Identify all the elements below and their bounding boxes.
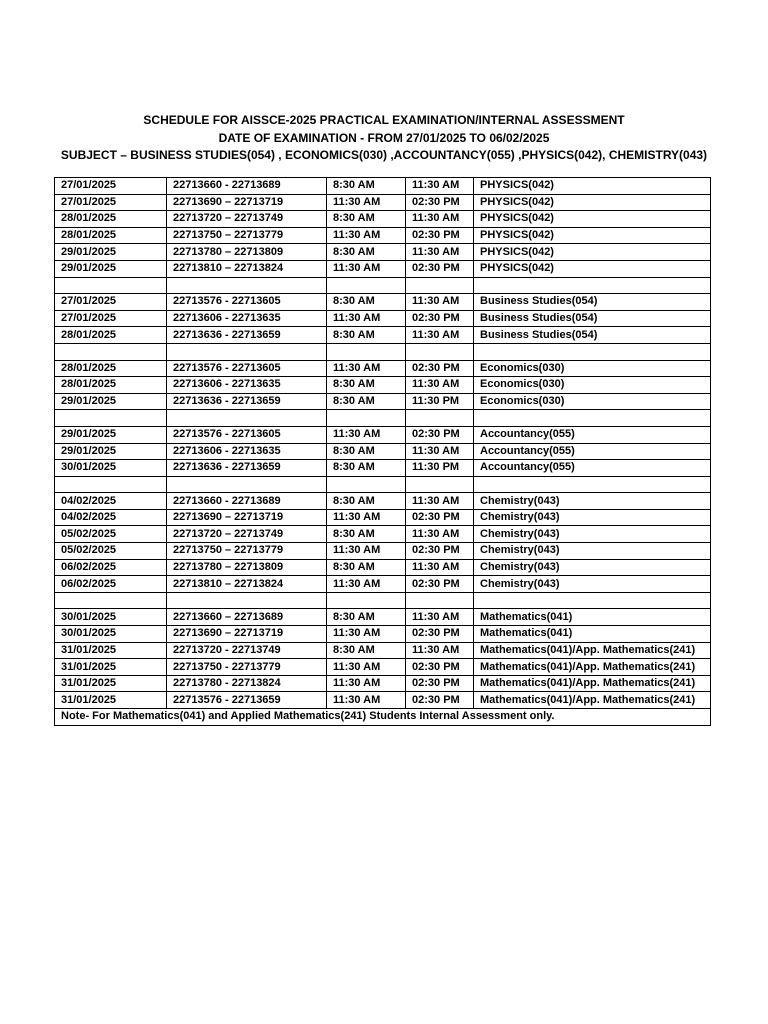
start-time-cell: 11:30 AM <box>327 692 406 709</box>
subject-cell: PHYSICS(042) <box>474 194 711 211</box>
schedule-row <box>55 493 711 510</box>
schedule-title: SCHEDULE FOR AISSCE-2025 PRACTICAL EXAMINATION/INTERNAL ASSESSMENT <box>143 113 625 127</box>
roll-range-cell: 22713780 - 22713824 <box>167 675 327 692</box>
subject-cell <box>474 277 711 294</box>
subject-cell: Mathematics(041)/App. Mathematics(241) <box>474 642 711 659</box>
end-time-cell: 11:30 AM <box>406 294 474 311</box>
schedule-row <box>55 576 711 593</box>
roll-range-cell: 22713750 – 22713779 <box>167 543 327 560</box>
roll-range-cell <box>167 277 327 294</box>
schedule-row <box>55 327 711 344</box>
start-time-cell: 11:30 AM <box>327 543 406 560</box>
schedule-table <box>54 177 711 726</box>
exam-date-cell: 29/01/2025 <box>55 393 167 410</box>
roll-range-cell: 22713720 – 22713749 <box>167 211 327 228</box>
roll-range-cell <box>167 343 327 360</box>
schedule-row <box>55 642 711 659</box>
exam-date-cell: 29/01/2025 <box>55 244 167 261</box>
roll-range-cell: 22713576 - 22713659 <box>167 692 327 709</box>
exam-date-cell: 30/01/2025 <box>55 460 167 477</box>
exam-date-cell <box>55 410 167 427</box>
subject-cell: Mathematics(041)/App. Mathematics(241) <box>474 692 711 709</box>
end-time-cell: 11:30 AM <box>406 642 474 659</box>
exam-date-cell: 28/01/2025 <box>55 211 167 228</box>
schedule-row <box>55 626 711 643</box>
end-time-cell: 02:30 PM <box>406 426 474 443</box>
schedule-row <box>55 260 711 277</box>
start-time-cell: 8:30 AM <box>327 327 406 344</box>
exam-date-cell: 29/01/2025 <box>55 260 167 277</box>
schedule-row <box>55 526 711 543</box>
subject-cell: Chemistry(043) <box>474 559 711 576</box>
exam-date-cell <box>55 343 167 360</box>
roll-range-cell: 22713636 - 22713659 <box>167 393 327 410</box>
start-time-cell: 8:30 AM <box>327 178 406 195</box>
start-time-cell: 11:30 AM <box>327 360 406 377</box>
subject-cell: Chemistry(043) <box>474 509 711 526</box>
spacer-row <box>55 343 711 360</box>
end-time-cell: 11:30 AM <box>406 443 474 460</box>
end-time-cell: 02:30 PM <box>406 692 474 709</box>
schedule-row <box>55 543 711 560</box>
subject-cell: Economics(030) <box>474 360 711 377</box>
end-time-cell: 02:30 PM <box>406 360 474 377</box>
start-time-cell: 11:30 AM <box>327 509 406 526</box>
subject-cell: Accountancy(055) <box>474 426 711 443</box>
roll-range-cell: 22713810 – 22713824 <box>167 576 327 593</box>
end-time-cell: 02:30 PM <box>406 509 474 526</box>
start-time-cell: 8:30 AM <box>327 377 406 394</box>
schedule-row <box>55 509 711 526</box>
schedule-row <box>55 194 711 211</box>
end-time-cell <box>406 343 474 360</box>
schedule-row <box>55 559 711 576</box>
subject-cell: Business Studies(054) <box>474 294 711 311</box>
start-time-cell: 11:30 AM <box>327 659 406 676</box>
exam-date-cell: 27/01/2025 <box>55 294 167 311</box>
roll-range-cell: 22713720 – 22713749 <box>167 526 327 543</box>
start-time-cell: 8:30 AM <box>327 609 406 626</box>
start-time-cell: 8:30 AM <box>327 526 406 543</box>
end-time-cell: 02:30 PM <box>406 659 474 676</box>
subject-cell: Mathematics(041)/App. Mathematics(241) <box>474 659 711 676</box>
roll-range-cell: 22713780 – 22713809 <box>167 244 327 261</box>
exam-date-cell: 06/02/2025 <box>55 559 167 576</box>
end-time-cell: 02:30 PM <box>406 194 474 211</box>
start-time-cell <box>327 476 406 493</box>
exam-date-cell: 28/01/2025 <box>55 377 167 394</box>
start-time-cell: 8:30 AM <box>327 642 406 659</box>
subject-cell: Economics(030) <box>474 393 711 410</box>
exam-date-cell: 04/02/2025 <box>55 493 167 510</box>
exam-date-cell: 31/01/2025 <box>55 692 167 709</box>
exam-date-cell: 31/01/2025 <box>55 675 167 692</box>
exam-date-cell: 05/02/2025 <box>55 543 167 560</box>
end-time-cell: 11:30 PM <box>406 460 474 477</box>
start-time-cell <box>327 592 406 609</box>
exam-date-cell <box>55 277 167 294</box>
exam-date-cell: 27/01/2025 <box>55 178 167 195</box>
exam-date-cell: 04/02/2025 <box>55 509 167 526</box>
end-time-cell: 02:30 PM <box>406 675 474 692</box>
roll-range-cell <box>167 410 327 427</box>
end-time-cell: 02:30 PM <box>406 310 474 327</box>
schedule-row <box>55 659 711 676</box>
end-time-cell: 11:30 PM <box>406 393 474 410</box>
roll-range-cell <box>167 592 327 609</box>
schedule-row <box>55 393 711 410</box>
roll-range-cell: 22713780 – 22713809 <box>167 559 327 576</box>
spacer-row <box>55 592 711 609</box>
start-time-cell: 8:30 AM <box>327 460 406 477</box>
schedule-row <box>55 426 711 443</box>
exam-date-cell: 27/01/2025 <box>55 194 167 211</box>
roll-range-cell: 22713750 – 22713779 <box>167 227 327 244</box>
start-time-cell <box>327 410 406 427</box>
exam-date-cell: 30/01/2025 <box>55 626 167 643</box>
roll-range-cell: 22713576 - 22713605 <box>167 360 327 377</box>
end-time-cell: 11:30 AM <box>406 609 474 626</box>
note-row <box>55 709 711 726</box>
exam-date-cell <box>55 592 167 609</box>
subject-cell: Accountancy(055) <box>474 460 711 477</box>
roll-range-cell <box>167 476 327 493</box>
end-time-cell: 02:30 PM <box>406 543 474 560</box>
roll-range-cell: 22713810 – 22713824 <box>167 260 327 277</box>
start-time-cell: 8:30 AM <box>327 559 406 576</box>
start-time-cell: 11:30 AM <box>327 675 406 692</box>
subject-cell: PHYSICS(042) <box>474 260 711 277</box>
end-time-cell: 02:30 PM <box>406 227 474 244</box>
subject-cell: Mathematics(041)/App. Mathematics(241) <box>474 675 711 692</box>
subject-cell: Economics(030) <box>474 377 711 394</box>
subject-cell: PHYSICS(042) <box>474 227 711 244</box>
end-time-cell: 11:30 AM <box>406 178 474 195</box>
roll-range-cell: 22713606 - 22713635 <box>167 443 327 460</box>
exam-date-cell: 28/01/2025 <box>55 227 167 244</box>
roll-range-cell: 22713720 - 22713749 <box>167 642 327 659</box>
roll-range-cell: 22713576 - 22713605 <box>167 294 327 311</box>
roll-range-cell: 22713690 – 22713719 <box>167 509 327 526</box>
subject-cell: PHYSICS(042) <box>474 178 711 195</box>
exam-date-cell: 30/01/2025 <box>55 609 167 626</box>
schedule-row <box>55 609 711 626</box>
start-time-cell <box>327 277 406 294</box>
roll-range-cell: 22713606 - 22713635 <box>167 377 327 394</box>
start-time-cell: 11:30 AM <box>327 194 406 211</box>
roll-range-cell: 22713690 – 22713719 <box>167 626 327 643</box>
exam-date-cell: 29/01/2025 <box>55 443 167 460</box>
roll-range-cell: 22713636 - 22713659 <box>167 327 327 344</box>
exam-date-cell: 31/01/2025 <box>55 642 167 659</box>
roll-range-cell: 22713750 - 22713779 <box>167 659 327 676</box>
end-time-cell <box>406 277 474 294</box>
schedule-row <box>55 443 711 460</box>
schedule-row <box>55 360 711 377</box>
subject-cell: Accountancy(055) <box>474 443 711 460</box>
schedule-row <box>55 460 711 477</box>
schedule-row <box>55 692 711 709</box>
exam-date-cell <box>55 476 167 493</box>
exam-date-cell: 28/01/2025 <box>55 360 167 377</box>
exam-date-range: DATE OF EXAMINATION - FROM 27/01/2025 TO 06/02/2025 <box>218 130 550 145</box>
spacer-row <box>55 277 711 294</box>
schedule-row <box>55 675 711 692</box>
roll-range-cell: 22713690 – 22713719 <box>167 194 327 211</box>
start-time-cell: 8:30 AM <box>327 294 406 311</box>
start-time-cell: 11:30 AM <box>327 227 406 244</box>
spacer-row <box>55 410 711 427</box>
end-time-cell: 11:30 AM <box>406 493 474 510</box>
start-time-cell: 11:30 AM <box>327 310 406 327</box>
end-time-cell: 11:30 AM <box>406 526 474 543</box>
subject-cell <box>474 476 711 493</box>
roll-range-cell: 22713660 - 22713689 <box>167 493 327 510</box>
document-header <box>0 112 768 165</box>
end-time-cell: 11:30 AM <box>406 327 474 344</box>
subject-cell: Chemistry(043) <box>474 576 711 593</box>
spacer-row <box>55 476 711 493</box>
subject-cell: Mathematics(041) <box>474 626 711 643</box>
subject-cell: PHYSICS(042) <box>474 244 711 261</box>
start-time-cell: 8:30 AM <box>327 493 406 510</box>
exam-date-cell: 27/01/2025 <box>55 310 167 327</box>
subject-cell: Mathematics(041) <box>474 609 711 626</box>
roll-range-cell: 22713576 - 22713605 <box>167 426 327 443</box>
schedule-row <box>55 294 711 311</box>
end-time-cell: 11:30 AM <box>406 244 474 261</box>
start-time-cell: 11:30 AM <box>327 426 406 443</box>
start-time-cell <box>327 343 406 360</box>
subject-cell <box>474 410 711 427</box>
exam-date-cell: 29/01/2025 <box>55 426 167 443</box>
subject-cell <box>474 592 711 609</box>
exam-date-cell: 06/02/2025 <box>55 576 167 593</box>
end-time-cell: 02:30 PM <box>406 626 474 643</box>
start-time-cell: 11:30 AM <box>327 626 406 643</box>
subject-cell: Chemistry(043) <box>474 526 711 543</box>
note-text: Note- For Mathematics(041) and Applied Mathematics(241) Students Internal Assessment only. <box>55 709 711 726</box>
schedule-row <box>55 211 711 228</box>
subject-cell: Business Studies(054) <box>474 327 711 344</box>
schedule-row <box>55 227 711 244</box>
end-time-cell: 02:30 PM <box>406 260 474 277</box>
end-time-cell: 11:30 AM <box>406 559 474 576</box>
subject-list: SUBJECT – BUSINESS STUDIES(054) , ECONOMICS(030) ,ACCOUNTANCY(055) ,PHYSICS(042), CHEMISTRY(043) <box>60 148 708 162</box>
roll-range-cell: 22713606 - 22713635 <box>167 310 327 327</box>
start-time-cell: 11:30 AM <box>327 576 406 593</box>
roll-range-cell: 22713636 - 22713659 <box>167 460 327 477</box>
end-time-cell <box>406 592 474 609</box>
end-time-cell: 02:30 PM <box>406 576 474 593</box>
start-time-cell: 11:30 AM <box>327 260 406 277</box>
schedule-row <box>55 244 711 261</box>
start-time-cell: 8:30 AM <box>327 211 406 228</box>
schedule-table-body <box>55 178 711 709</box>
subject-cell: PHYSICS(042) <box>474 211 711 228</box>
subject-cell: Chemistry(043) <box>474 543 711 560</box>
start-time-cell: 8:30 AM <box>327 393 406 410</box>
exam-date-cell: 05/02/2025 <box>55 526 167 543</box>
subject-cell: Chemistry(043) <box>474 493 711 510</box>
start-time-cell: 8:30 AM <box>327 244 406 261</box>
exam-date-cell: 28/01/2025 <box>55 327 167 344</box>
schedule-row <box>55 377 711 394</box>
exam-date-cell: 31/01/2025 <box>55 659 167 676</box>
end-time-cell <box>406 476 474 493</box>
end-time-cell <box>406 410 474 427</box>
roll-range-cell: 22713660 – 22713689 <box>167 609 327 626</box>
schedule-row <box>55 178 711 195</box>
end-time-cell: 11:30 AM <box>406 377 474 394</box>
subject-cell <box>474 343 711 360</box>
roll-range-cell: 22713660 - 22713689 <box>167 178 327 195</box>
start-time-cell: 8:30 AM <box>327 443 406 460</box>
subject-cell: Business Studies(054) <box>474 310 711 327</box>
end-time-cell: 11:30 AM <box>406 211 474 228</box>
schedule-row <box>55 310 711 327</box>
